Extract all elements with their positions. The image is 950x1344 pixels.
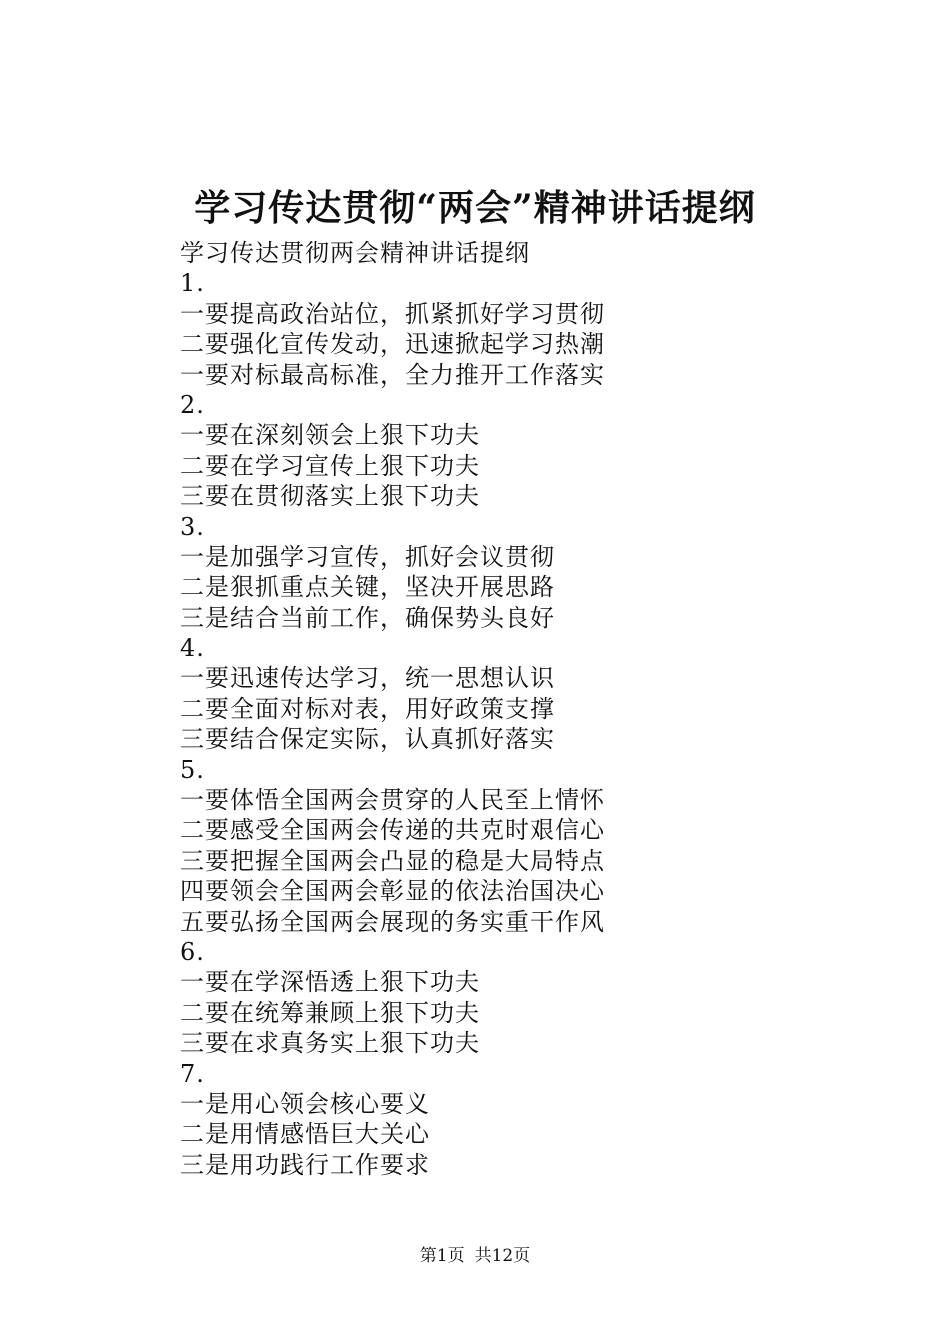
body-line: 一要在深刻领会上狠下功夫 bbox=[180, 421, 480, 450]
section-number: 7. bbox=[180, 1059, 205, 1088]
section-number: 5. bbox=[180, 755, 205, 784]
section-number: 6. bbox=[180, 937, 205, 966]
body-line: 一是用心领会核心要义 bbox=[180, 1089, 430, 1118]
body-line: 三是用功践行工作要求 bbox=[180, 1150, 430, 1179]
body-line: 二要在统筹兼顾上狠下功夫 bbox=[180, 998, 480, 1027]
document-title: 学习传达贯彻“两会”精神讲话提纲 bbox=[194, 187, 756, 229]
body-line: 三是结合当前工作，确保势头良好 bbox=[180, 603, 555, 632]
body-line: 一是加强学习宣传，抓好会议贯彻 bbox=[180, 542, 555, 571]
body-line: 四要领会全国两会彰显的依法治国决心 bbox=[180, 877, 605, 906]
body-line: 三要在求真务实上狠下功夫 bbox=[180, 1029, 480, 1058]
section-number: 2. bbox=[180, 390, 205, 419]
body-line: 二要在学习宣传上狠下功夫 bbox=[180, 451, 480, 480]
body-line: 一要提高政治站位，抓紧抓好学习贯彻 bbox=[180, 299, 605, 328]
page-footer bbox=[0, 1244, 950, 1268]
body-line: 五要弘扬全国两会展现的务实重干作风 bbox=[180, 907, 605, 936]
body-line: 学习传达贯彻两会精神讲话提纲 bbox=[180, 239, 530, 267]
section-number: 4. bbox=[180, 634, 205, 663]
body-line: 一要在学深悟透上狠下功夫 bbox=[180, 968, 480, 997]
body-line: 三要结合保定实际，认真抓好落实 bbox=[180, 725, 555, 754]
body-line: 二要感受全国两会传递的共克时艰信心 bbox=[180, 816, 605, 845]
body-line: 三要在贯彻落实上狠下功夫 bbox=[180, 482, 480, 511]
body-line: 一要对标最高标准，全力推开工作落实 bbox=[180, 360, 605, 389]
section-number: 1. bbox=[180, 269, 205, 298]
document-body bbox=[180, 238, 880, 1180]
page-total: 共12页 bbox=[474, 1246, 531, 1266]
body-line: 二要全面对标对表，用好政策支撑 bbox=[180, 694, 555, 723]
body-line: 二是狠抓重点关键，坚决开展思路 bbox=[180, 573, 555, 602]
body-line: 二要强化宣传发动，迅速掀起学习热潮 bbox=[180, 330, 605, 359]
section-number: 3. bbox=[180, 512, 205, 541]
body-line: 二是用情感悟巨大关心 bbox=[180, 1120, 430, 1149]
page-number: 第1页 bbox=[419, 1246, 465, 1266]
body-line: 三要把握全国两会凸显的稳是大局特点 bbox=[180, 846, 605, 875]
body-line: 一要体悟全国两会贯穿的人民至上情怀 bbox=[180, 786, 605, 815]
body-line: 一要迅速传达学习，统一思想认识 bbox=[180, 664, 555, 693]
